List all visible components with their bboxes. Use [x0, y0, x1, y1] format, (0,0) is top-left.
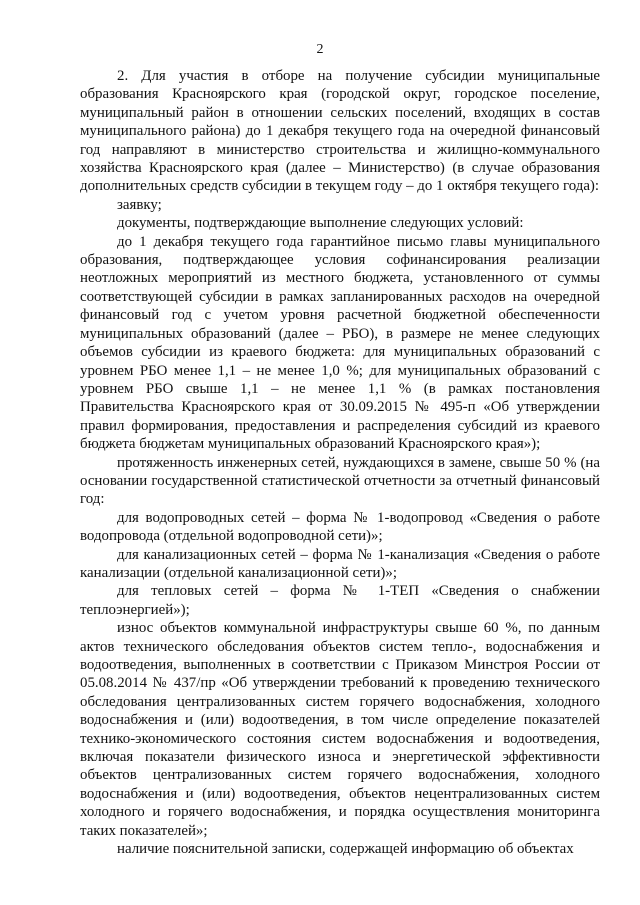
- paragraph-water-networks: для водопроводных сетей – форма № 1-водопровод «Сведения о работе водопровода (отдельной водопроводной сети)»;: [80, 509, 600, 545]
- paragraph-guarantee-letter: до 1 декабря текущего года гарантийное письмо главы муниципального образования, подтверждающее условия софинансирования реализации неотложных мероприятий из местного бюджета, установленного от суммы соответствующей субсидии в рамках запланированных расходов на очередной финансовый год с учетом уровня расчетной бюджетной обеспеченности муниципальных образований (далее – РБО), в размере не менее следующих объемов субсидии из краевого бюджета: для муниципальных образований с уровнем РБО менее 1,1 – не менее 1,0 %; для муниципальных образований с уровнем РБО свыше 1,1 – не менее 1,1 % (в рамках постановления Правительства Красноярского края от 30.09.2015 № 495-п «Об утверждении правил формирования, предоставления и распределения субсидий из краевого бюджета бюджетам муниципальных образований Красноярского края»);: [80, 233, 600, 453]
- paragraph-infrastructure-wear: износ объектов коммунальной инфраструктуры свыше 60 %, по данным актов технического обследования объектов систем тепло-, водоснабжения и водоотведения, выполненных в соответствии с Приказом Минстроя России от 05.08.2014 № 437/пр «Об утверждении требований к проведению технического обследования централизованных систем горячего водоснабжения, холодного водоснабжения и (или) водоотведения, в том числе определение показателей технико-экономического состояния систем водоснабжения и водоотведения, включая показатели физического износа и энергетической эффективности объектов централизованных систем горячего водоснабжения, холодного водоснабжения и (или) водоотведения, объектов нецентрализованных систем холодного и горячего водоснабжения, и порядка осуществления мониторинга таких показателей»;: [80, 620, 600, 839]
- paragraph-participation: 2. Для участия в отборе на получение субсидии муниципальные образования Красноярского края (городской округ, городское поселение, муниципальный район в отношении сельских поселений, входящих в состав муниципального района) до 1 декабря текущего года на очередной финансовый год направляют в министерство строительства и жилищно-коммунального хозяйства Красноярского края (далее – Министерство) (в случае образования дополнительных средств субсидии в текущем году – до 1 октября текущего года):: [80, 68, 600, 195]
- paragraph-heat-networks: для тепловых сетей – форма № 1-ТЕП «Сведения о снабжении теплоэнергией»);: [80, 583, 600, 618]
- document-body: [80, 67, 600, 858]
- paragraph-documents: документы, подтверждающие выполнение следующих условий:: [117, 215, 524, 232]
- paragraph-network-length: протяженность инженерных сетей, нуждающихся в замене, свыше 50 % (на основании государственной статистической отчетности за отчетный финансовый год:: [80, 454, 600, 508]
- paragraph-explanatory-note: наличие пояснительной записки, содержащей информацию об объектах: [117, 841, 574, 858]
- paragraph-application: заявку;: [117, 196, 162, 213]
- page-number: 2: [316, 42, 324, 57]
- paragraph-sewer-networks: для канализационных сетей – форма № 1-канализация «Сведения о работе канализации (отдельной канализационной сети)»;: [80, 546, 600, 581]
